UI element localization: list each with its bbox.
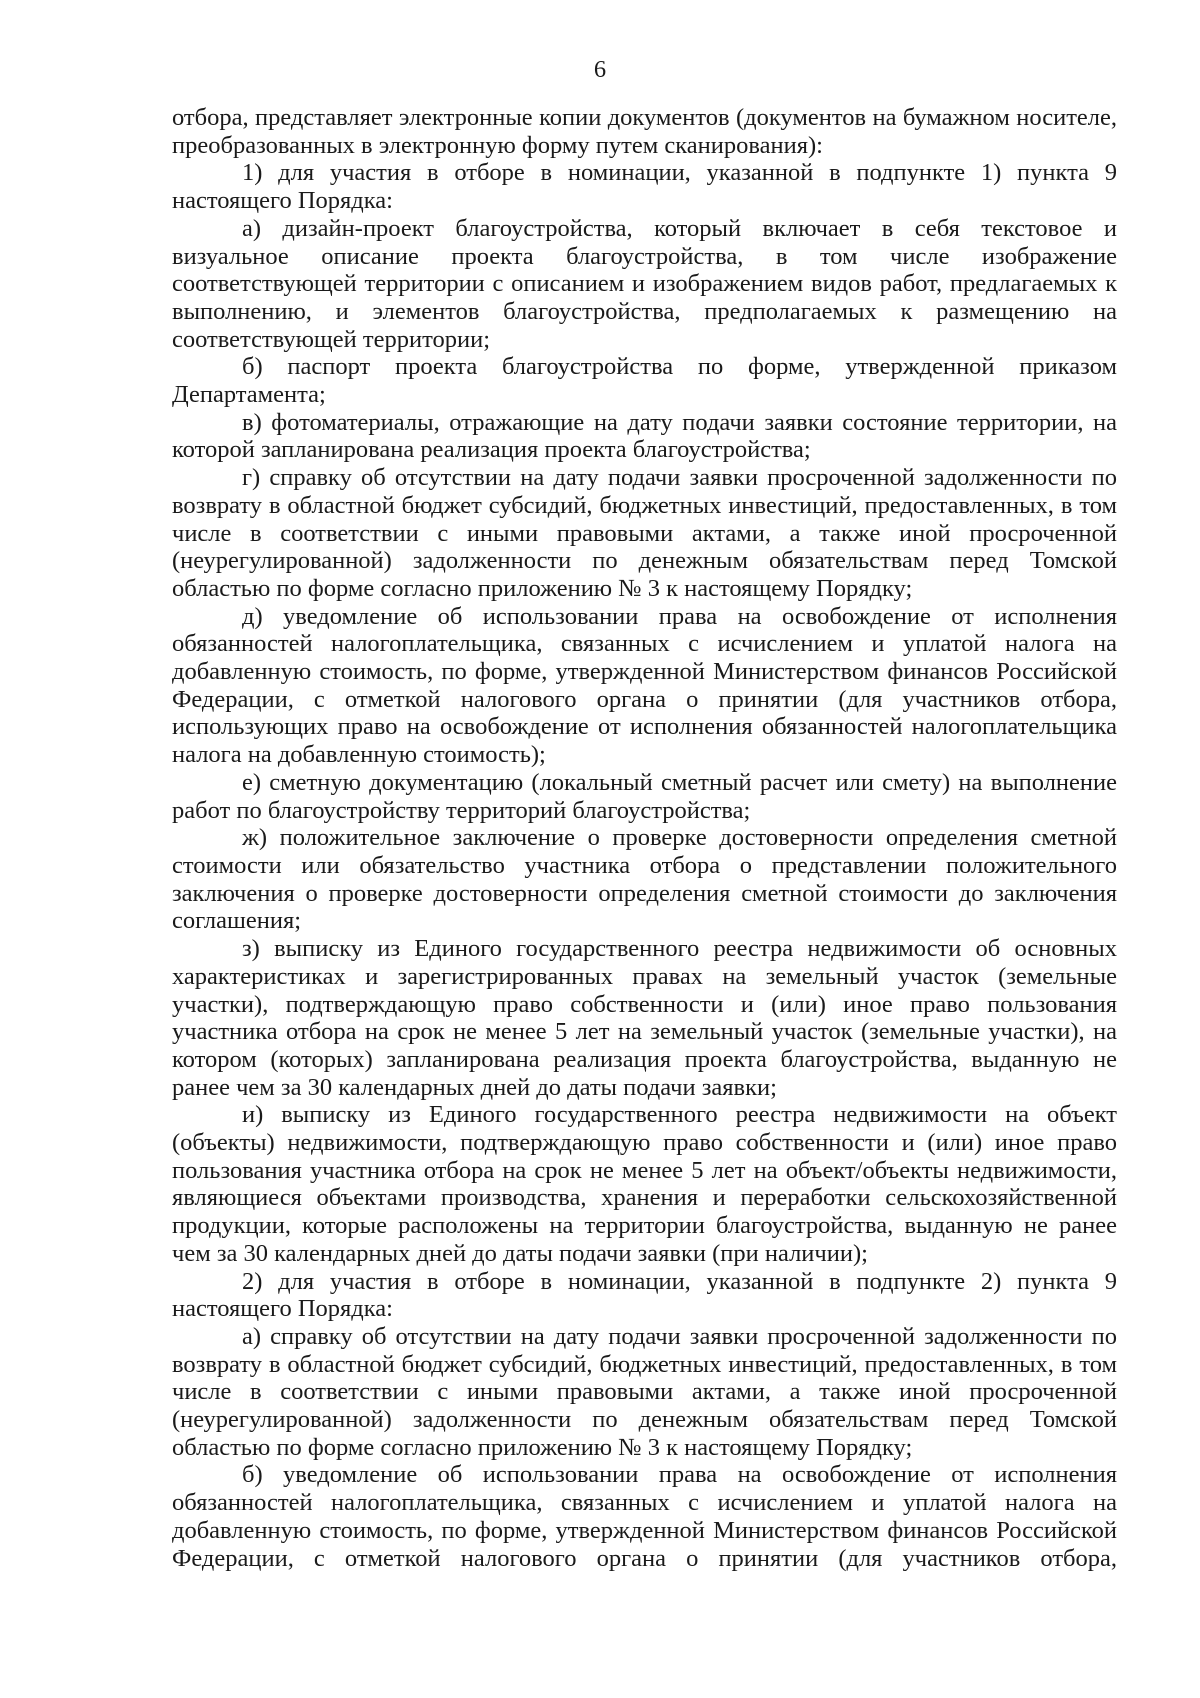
- page-number: 6: [593, 56, 607, 83]
- paragraph: ж) положительное заключение о проверке достоверности определения сметной стоимости или обязательство участника отбора о представлении положительного заключения о проверке достоверности определения сметной стоимости до заключения соглашения;: [172, 824, 1117, 935]
- paragraph: и) выписку из Единого государственного реестра недвижимости на объект (объекты) недвижимости, подтверждающую право собственности и (или) иное право пользования участника отбора на срок не менее 5 лет на объект/объекты недвижимости, являющиеся объектами производства, хранения и переработки сельскохозяйственной продукции, которые расположены на территории благоустройства, выданную не ранее чем за 30 календарных дней до даты подачи заявки (при наличии);: [172, 1101, 1117, 1267]
- paragraph: а) справку об отсутствии на дату подачи заявки просроченной задолженности по возврату в областной бюджет субсидий, бюджетных инвестиций, предоставленных, в том числе в соответствии с иными правовыми актами, а также иной просроченной (неурегулированной) задолженности по денежным обязательствам перед Томской областью по форме согласно приложению № 3 к настоящему Порядку;: [172, 1322, 1117, 1461]
- paragraph: а) дизайн-проект благоустройства, который включает в себя текстовое и визуальное описание проекта благоустройства, в том числе изображение соответствующей территории с описанием и изображением видов работ, предлагаемых к выполнению, и элементов благоустройства, предполагаемых к размещению на соответствующей территории;: [172, 214, 1117, 353]
- paragraph: г) справку об отсутствии на дату подачи заявки просроченной задолженности по возврату в областной бюджет субсидий, бюджетных инвестиций, предоставленных, в том числе в соответствии с иными правовыми актами, а также иной просроченной (неурегулированной) задолженности по денежным обязательствам перед Томской областью по форме согласно приложению № 3 к настоящему Порядку;: [172, 464, 1117, 602]
- paragraph: д) уведомление об использовании права на освобождение от исполнения обязанностей налогоплательщика, связанных с исчислением и уплатой налога на добавленную стоимость, по форме, утвержденной Министерством финансов Российской Федерации, с отметкой налогового органа о принятии (для участников отбора, использующих право на освобождение от исполнения обязанностей налогоплательщика налога на добавленную стоимость);: [172, 602, 1117, 769]
- paragraph: 2) для участия в отборе в номинации, указанной в подпункте 2) пункта 9 настоящего Порядка:: [172, 1267, 1117, 1323]
- paragraph: з) выписку из Единого государственного реестра недвижимости об основных характеристиках и зарегистрированных правах на земельный участок (земельные участки), подтверждающую право собственности и (или) иное право пользования участника отбора на срок не менее 5 лет на земельный участок (земельные участки), на котором (которых) запланирована реализация проекта благоустройства, выданную не ранее чем за 30 календарных дней до даты подачи заявки;: [172, 935, 1117, 1101]
- paragraph: б) паспорт проекта благоустройства по форме, утвержденной приказом Департамента;: [172, 353, 1117, 409]
- paragraph: в) фотоматериалы, отражающие на дату подачи заявки состояние территории, на которой запланирована реализация проекта благоустройства;: [172, 408, 1117, 464]
- paragraph: е) сметную документацию (локальный сметный расчет или смету) на выполнение работ по благоустройству территорий благоустройства;: [172, 768, 1117, 824]
- paragraph: б) уведомление об использовании права на освобождение от исполнения обязанностей налогоплательщика, связанных с исчислением и уплатой налога на добавленную стоимость, по форме, утвержденной Министерством финансов Российской Федерации, с отметкой налогового органа о принятии (для участников отбора,: [172, 1461, 1117, 1572]
- paragraph: отбора, представляет электронные копии документов (документов на бумажном носителе, преобразованных в электронную форму путем сканирования):: [172, 104, 1117, 159]
- paragraph: 1) для участия в отборе в номинации, указанной в подпункте 1) пункта 9 настоящего Порядка:: [172, 159, 1117, 215]
- document-body: [172, 104, 1117, 1572]
